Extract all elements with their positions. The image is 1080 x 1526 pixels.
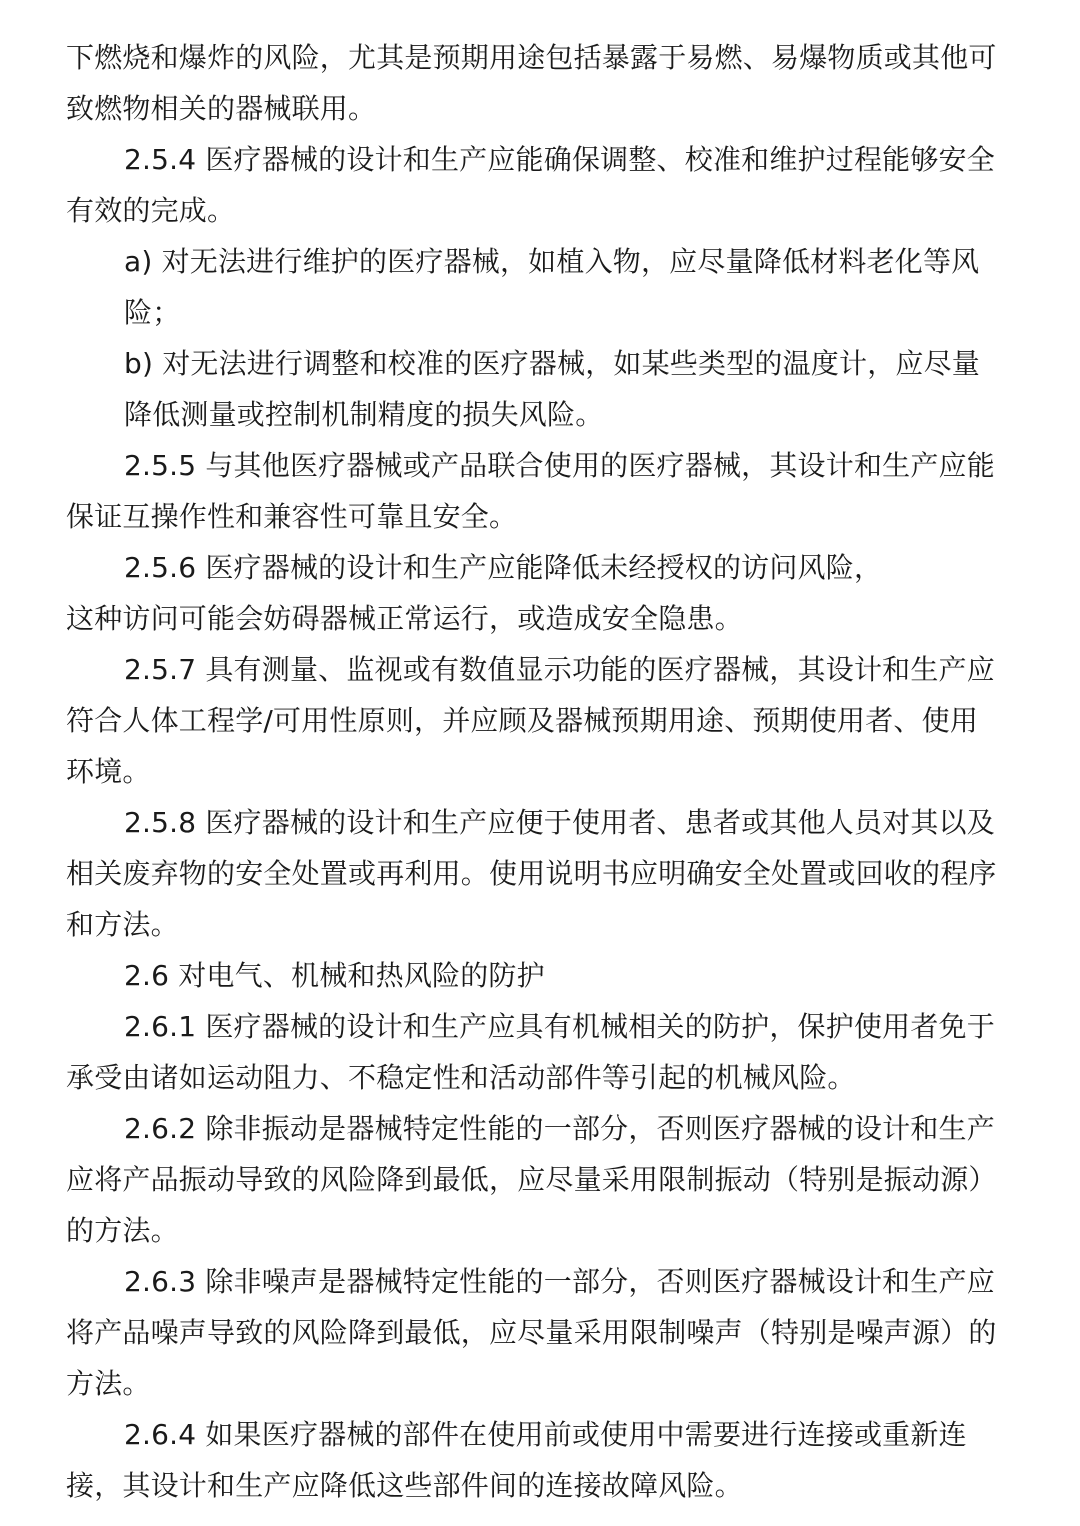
list-item-b: b) 对无法进行调整和校准的医疗器械，如某些类型的温度计，应尽量: [124, 347, 981, 380]
text-line: 致燃物相关的器械联用。: [66, 92, 377, 125]
section-heading-2-6-4: 2.6.4 如果医疗器械的部件在使用前或使用中需要进行连接或重新连: [124, 1418, 967, 1451]
list-item-a-continued: 险；: [124, 296, 181, 329]
text-line: 应将产品振动导致的风险降到最低，应尽量采用限制振动（特别是振动源）: [66, 1163, 997, 1196]
document-body: [66, 32, 1016, 1511]
list-item-b-continued: 降低测量或控制机制精度的损失风险。: [124, 398, 604, 431]
text-line: 保证互操作性和兼容性可靠且安全。: [66, 500, 518, 533]
section-heading-2-6-2: 2.6.2 除非振动是器械特定性能的一部分，否则医疗器械的设计和生产: [124, 1112, 995, 1145]
text-line: 环境。: [66, 755, 151, 788]
text-line: 将产品噪声导致的风险降到最低，应尽量采用限制噪声（特别是噪声源）的: [66, 1316, 997, 1349]
section-heading-2-5-5: 2.5.5 与其他医疗器械或产品联合使用的医疗器械，其设计和生产应能: [124, 449, 995, 482]
section-heading-2-5-7: 2.5.7 具有测量、监视或有数值显示功能的医疗器械，其设计和生产应: [124, 653, 995, 686]
text-line: 方法。: [66, 1367, 151, 1400]
section-heading-2-6-3: 2.6.3 除非噪声是器械特定性能的一部分，否则医疗器械设计和生产应: [124, 1265, 995, 1298]
list-item-a: a) 对无法进行维护的医疗器械，如植入物，应尽量降低材料老化等风: [124, 245, 980, 278]
section-heading-2-6: 2.6 对电气、机械和热风险的防护: [124, 959, 545, 992]
text-line: 这种访问可能会妨碍器械正常运行，或造成安全隐患。: [66, 602, 743, 635]
text-line: 的方法。: [66, 1214, 179, 1247]
section-heading-2-5-6: 2.5.6 医疗器械的设计和生产应能降低未经授权的访问风险，: [124, 551, 883, 584]
section-heading-2-5-8: 2.5.8 医疗器械的设计和生产应便于使用者、患者或其他人员对其以及: [124, 806, 995, 839]
section-heading-2-5-4: 2.5.4 医疗器械的设计和生产应能确保调整、校准和维护过程能够安全: [124, 143, 995, 176]
text-line: 和方法。: [66, 908, 179, 941]
text-line: 有效的完成。: [66, 194, 236, 227]
text-line: 接，其设计和生产应降低这些部件间的连接故障风险。: [66, 1469, 743, 1502]
text-line: 承受由诸如运动阻力、不稳定性和活动部件等引起的机械风险。: [66, 1061, 856, 1094]
text-line: 符合人体工程学/可用性原则，并应顾及器械预期用途、预期使用者、使用: [66, 704, 979, 737]
section-heading-2-6-1: 2.6.1 医疗器械的设计和生产应具有机械相关的防护，保护使用者免于: [124, 1010, 995, 1043]
text-line: 相关废弃物的安全处置或再利用。使用说明书应明确安全处置或回收的程序: [66, 857, 997, 890]
text-line: 下燃烧和爆炸的风险，尤其是预期用途包括暴露于易燃、易爆物质或其他可: [66, 41, 997, 74]
